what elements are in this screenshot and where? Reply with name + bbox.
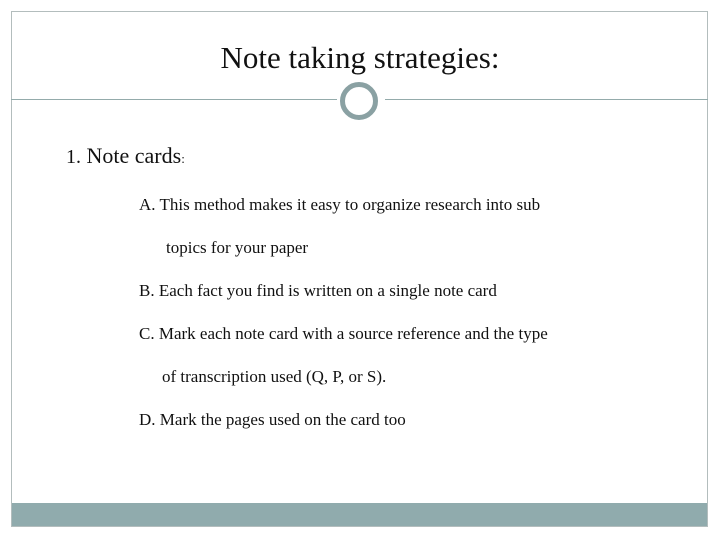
heading-colon: : xyxy=(181,151,185,166)
point-b: B. Each fact you find is written on a single note card xyxy=(139,281,497,300)
title-divider-left xyxy=(11,99,337,100)
point-c-line-1: C. Mark each note card with a source reference and the type xyxy=(139,324,548,343)
slide-title: Note taking strategies: xyxy=(220,40,500,75)
title-divider-right xyxy=(385,99,708,100)
section-heading xyxy=(66,142,185,173)
point-d: D. Mark the pages used on the card too xyxy=(139,410,406,429)
heading-label: Note cards xyxy=(86,143,182,168)
heading-number: 1. xyxy=(66,146,81,168)
point-a-line-1: A. This method makes it easy to organize research into sub xyxy=(139,195,541,214)
ring-ornament-icon xyxy=(340,82,378,120)
point-a-line-2: topics for your paper xyxy=(166,238,309,257)
footer-bar xyxy=(12,503,707,526)
point-c-line-2: of transcription used (Q, P, or S). xyxy=(162,367,387,386)
